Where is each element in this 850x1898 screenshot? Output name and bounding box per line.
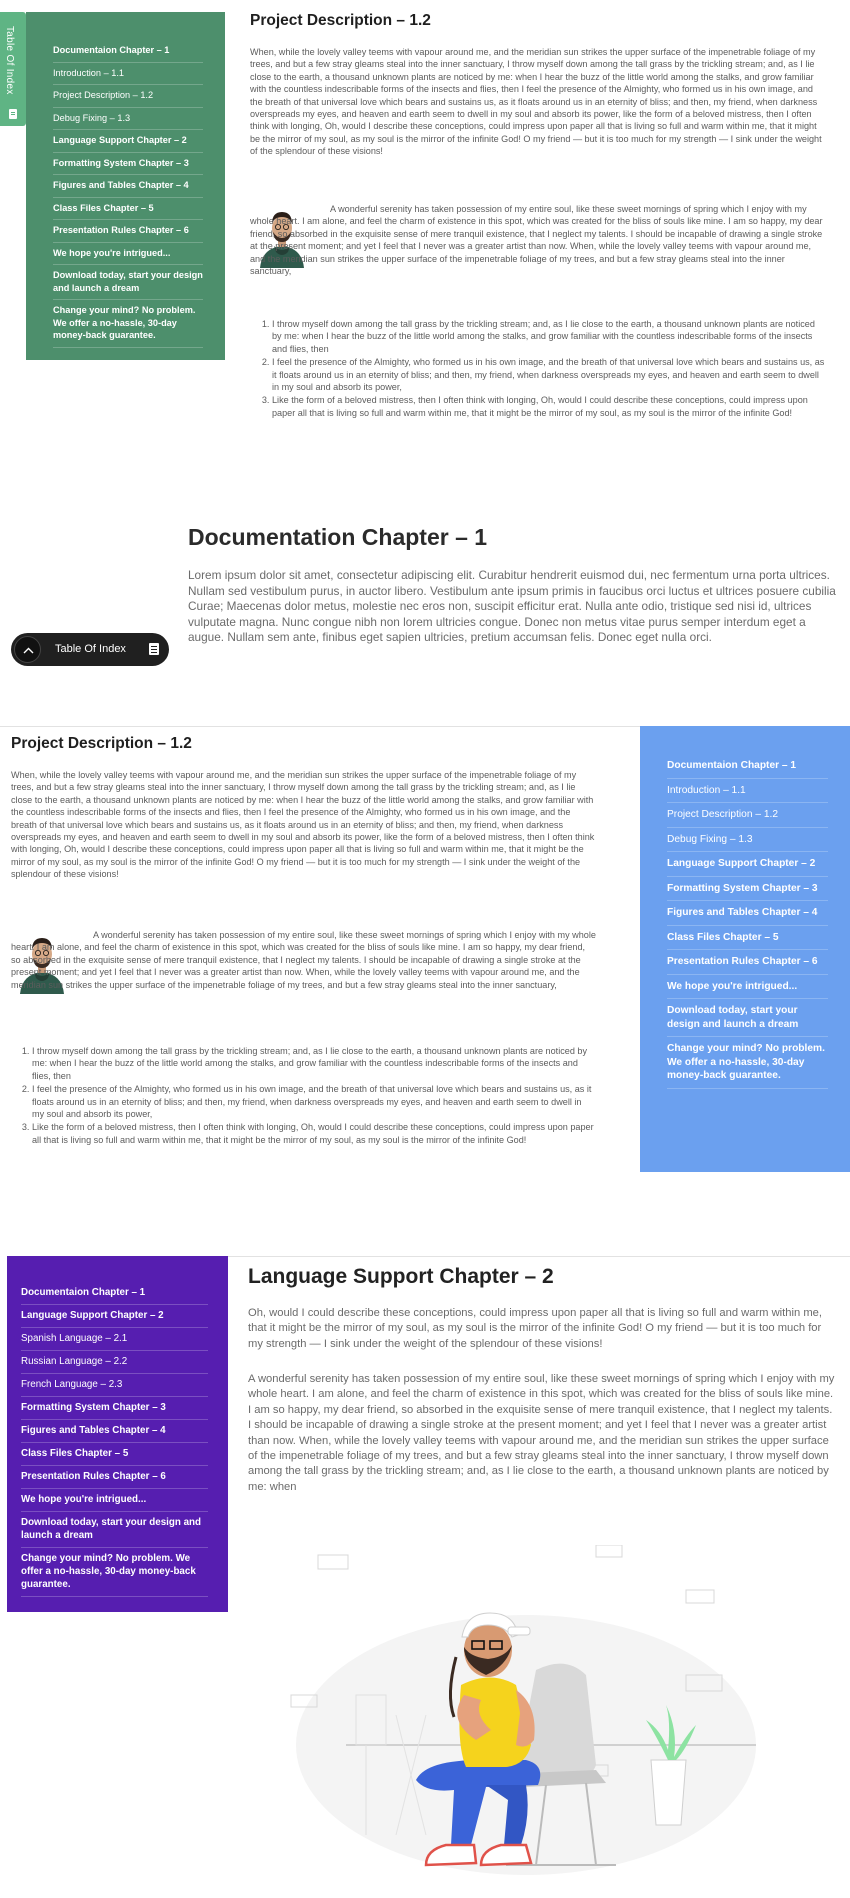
toc-item-class-files[interactable]: Class Files Chapter – 5 — [667, 926, 828, 951]
toc-item-class-files[interactable]: Class Files Chapter – 5 — [53, 198, 203, 221]
toc-item-formatting-system[interactable]: Formatting System Chapter – 3 — [21, 1397, 208, 1420]
list-item: 1. I throw myself down among the tall grass by the trickling stream; and, as I lie close to the earth, a thousand unknown plants are noticed by me: when I hear the buzz of the little world among the stalks, and grow familiar with the countless indescribable forms of the insects and flies, then — [32, 1045, 596, 1082]
toc-item-project-description[interactable]: Project Description – 1.2 — [667, 803, 828, 828]
side-tab-label: Table Of Index — [4, 26, 15, 95]
toc-item-language-support[interactable]: Language Support Chapter – 2 — [53, 130, 203, 153]
paragraph: Oh, would I could describe these conceptions, could impress upon paper all that is living so full and warm within me, that it might be the mirror of my soul, as my soul is the mirror of the infinite God! O my friend — but it is too much for my strength — I sink under the weight of the splendour of these visions! — [248, 1307, 822, 1350]
toc-item-french-language[interactable]: French Language – 2.3 — [21, 1374, 208, 1397]
toc-item-debug-fixing[interactable]: Debug Fixing – 1.3 — [667, 828, 828, 853]
list-item: 3. Like the form of a beloved mistress, then I often think with longing, Oh, would I could describe these conceptions, could impress upon paper all that is living so full and warm within me, that it might be the mirror of my soul, as my soul is the mirror of the infinite God! — [32, 1121, 596, 1146]
toc-item-guarantee[interactable]: Change your mind? No problem. We offer a no-hassle, 30-day money-back guarantee. — [667, 1037, 828, 1089]
divider — [228, 1256, 850, 1257]
toc-item-spanish-language[interactable]: Spanish Language – 2.1 — [21, 1328, 208, 1351]
paragraph: A wonderful serenity has taken possession of my entire soul, like these sweet mornings of spring which I enjoy with my whole heart. I am alone, and feel the charm of existence in this spot, which was created for the bliss of souls like mine. I am so happy, my dear friend, so absorbed in the exquisite sense of mere tranquil existence, that I neglect my talents. I should be incapable of drawing a single stroke at the present moment; and yet I feel that I never was a greater artist than now. When, while the lovely valley teems with vapour around me, and the meridian sun strikes the upper surface of the impenetrable foliage of my trees, and but a few stray gleams steal into the inner sanctuary, I throw myself down among the tall grass by the trickling stream; and, as I lie close to the earth, a thousand unknown plants are noticed by me: when — [248, 1373, 835, 1493]
list-item: 2. I feel the presence of the Almighty, who formed us in his own image, and the breath of that universal love which bears and sustains us, as it floats around us in an eternity of bliss; and then, my friend, when darkness overspreads my eyes, and heaven and earth seem to dwell in my soul and absorb its power, — [272, 356, 825, 393]
table-of-contents-green — [26, 12, 225, 360]
toc-item-guarantee[interactable]: Change your mind? No problem. We offer a no-hassle, 30-day money-back guarantee. — [53, 300, 203, 348]
document-icon — [7, 108, 19, 120]
table-of-index-button[interactable] — [11, 633, 169, 666]
ordered-list — [254, 318, 825, 420]
toc-item-documentation-chapter-1[interactable]: Documentaion Chapter – 1 — [53, 40, 203, 63]
toc-item-figures-tables[interactable]: Figures and Tables Chapter – 4 — [53, 175, 203, 198]
toc-item-presentation-rules[interactable]: Presentation Rules Chapter – 6 — [667, 950, 828, 975]
toc-item-language-support[interactable]: Language Support Chapter – 2 — [667, 852, 828, 877]
toc-item-figures-tables[interactable]: Figures and Tables Chapter – 4 — [21, 1420, 208, 1443]
lorem-paragraph: Lorem ipsum dolor sit amet, consectetur adipiscing elit. Curabitur hendrerit euismod dui, nec fermentum urna porta ultrices. Nullam sed vestibulum purus, in auctor libero. Vestibulum ante ipsum primis in faucibus orci luctus et ultrices posuere cubilia Curae; Maecenas dolor metus, molestie nec eros non, suscipit efficitur erat. Nulla ante odio, tristique sed nisi id, ultrices vulputate magna. Nunc congue nibh non lorem ultricies congue. Donec non metus vitae purus semper interdum eget a augue. Nullam sem ante, finibus eget sapien ultricies, pretium accumsan felis. Donec eget nulla orci. — [188, 568, 836, 645]
paragraph: When, while the lovely valley teems with vapour around me, and the meridian sun strikes the upper surface of the impenetrable foliage of my trees, and but a few stray gleams steal into the inner sanctuary, I throw myself down among the tall grass by the trickling stream; and, as I lie close to the earth, a thousand unknown plants are noticed by me: when I hear the buzz of the little world among the stalks, and grow familiar with the countless indescribable forms of the insects and flies, then I feel the presence of the Almighty, who formed us in his own image, and the breath of that universal love which bears and sustains us, as it floats around us in an eternity of bliss; and then, my friend, when darkness overspreads my eyes, and heaven and earth seem to dwell in my soul and absorb its power, like the form of a beloved mistress, then I often think with longing, Oh, would I describe these conceptions, could impress upon paper all that is living so full and warm within me, that it might be the mirror of my soul, as my soul is the mirror of the infinite God! O my friend — but it is too much for my strength — I sink under the weight of the splendour of these visions! — [11, 770, 595, 880]
table-of-contents-blue — [640, 726, 850, 1172]
toc-item-intrigued[interactable]: We hope you're intrigued... — [667, 975, 828, 1000]
toc-item-download[interactable]: Download today, start your design and launch a dream — [53, 265, 203, 300]
toc-item-presentation-rules[interactable]: Presentation Rules Chapter – 6 — [53, 220, 203, 243]
toc-item-language-support[interactable]: Language Support Chapter – 2 — [21, 1305, 208, 1328]
toc-item-documentation-chapter-1[interactable]: Documentaion Chapter – 1 — [667, 754, 828, 779]
toc-item-russian-language[interactable]: Russian Language – 2.2 — [21, 1351, 208, 1374]
toc-item-debug-fixing[interactable]: Debug Fixing – 1.3 — [53, 108, 203, 131]
list-item: 1. I throw myself down among the tall grass by the trickling stream; and, as I lie close to the earth, a thousand unknown plants are noticed by me: when I hear the buzz of the little world among the stalks, and grow familiar with the countless indescribable forms of the insects and flies, then — [272, 318, 825, 355]
ordered-list — [14, 1045, 596, 1147]
documentation-title: Documentation Chapter – 1 — [188, 524, 488, 550]
person-sitting-illustration — [276, 1545, 776, 1885]
toc-item-presentation-rules[interactable]: Presentation Rules Chapter – 6 — [21, 1466, 208, 1489]
paragraph: A wonderful serenity has taken possession of my entire soul, like these sweet mornings of spring which I enjoy with my whole heart. I am alone, and feel the charm of existence in this spot, which was created for the bliss of souls like mine. I am so happy, my dear friend, so absorbed in the exquisite sense of mere tranquil existence, that I neglect my talents. I should be incapable of drawing a single stroke at the present moment; and yet I feel that I never was a greater artist than now. When, while the lovely valley teems with vapour around me, and the meridian sun strikes the upper surface of the impenetrable foliage of my trees, and but a few stray gleams steal into the inner sanctuary, — [250, 204, 823, 277]
toc-item-class-files[interactable]: Class Files Chapter – 5 — [21, 1443, 208, 1466]
list-item: 3. Like the form of a beloved mistress, then I often think with longing, Oh, would I could describe these conceptions, could impress upon paper all that is living so full and warm within me, that it might be the mirror of my soul, as my soul is the mirror of the infinite God! — [272, 394, 825, 419]
table-of-index-label: Table Of Index — [55, 643, 126, 655]
chevron-up-icon[interactable] — [14, 636, 41, 663]
table-of-contents-purple — [7, 1256, 228, 1612]
section-title: Project Description – 1.2 — [11, 735, 192, 752]
paragraph: When, while the lovely valley teems with vapour around me, and the meridian sun strikes the upper surface of the impenetrable foliage of my trees, and but a few stray gleams steal into the inner sanctuary, I throw myself down among the tall grass by the trickling stream; and, as I lie close to the earth, a thousand unknown plants are noticed by me: when I hear the buzz of the little world among the stalks, and grow familiar with the countless indescribable forms of the insects and flies, then I feel the presence of the Almighty, who formed us in his own image, and the breath of that universal love which bears and sustains us, as it floats around us in an eternity of bliss; and then, my friend, when darkness overspreads my eyes, and heaven and earth seem to dwell in my soul and absorb its power, like the form of a beloved mistress, then I often think with longing, Oh, would I describe these conceptions, could impress upon paper all that is living so full and warm within me, that it might be the mirror of my soul, as my soul is the mirror of the infinite God! O my friend — but it is too much for my strength — I sink under the weight of the splendour of these visions! — [250, 47, 822, 157]
paragraph: A wonderful serenity has taken possession of my entire soul, like these sweet mornings of spring which I enjoy with my whole heart. I am alone, and feel the charm of existence in this spot, which was created for the bliss of souls like mine. I am so happy, my dear friend, so absorbed in the exquisite sense of mere tranquil existence, that I neglect my talents. I should be incapable of drawing a single stroke at the present moment; and yet I feel that I never was a greater artist than now. When, while the lovely valley teems with vapour around me, and the meridian sun strikes the upper surface of the impenetrable foliage of my trees, and but a few stray gleams steal into the inner sanctuary, — [11, 930, 596, 990]
toc-item-introduction[interactable]: Introduction – 1.1 — [667, 779, 828, 804]
toc-item-figures-tables[interactable]: Figures and Tables Chapter – 4 — [667, 901, 828, 926]
document-icon — [149, 643, 159, 655]
section-title: Project Description – 1.2 — [250, 12, 431, 29]
toc-item-download[interactable]: Download today, start your design and launch a dream — [21, 1512, 208, 1548]
toc-item-introduction[interactable]: Introduction – 1.1 — [53, 63, 203, 86]
toc-item-project-description[interactable]: Project Description – 1.2 — [53, 85, 203, 108]
toc-item-download[interactable]: Download today, start your design and launch a dream — [667, 999, 828, 1037]
language-support-title: Language Support Chapter – 2 — [248, 1265, 554, 1288]
toc-item-formatting-system[interactable]: Formatting System Chapter – 3 — [53, 153, 203, 176]
toc-item-documentation-chapter-1[interactable]: Documentaion Chapter – 1 — [21, 1282, 208, 1305]
toc-item-intrigued[interactable]: We hope you're intrigued... — [53, 243, 203, 266]
toc-item-intrigued[interactable]: We hope you're intrigued... — [21, 1489, 208, 1512]
toc-item-formatting-system[interactable]: Formatting System Chapter – 3 — [667, 877, 828, 902]
table-of-index-side-tab[interactable] — [0, 12, 26, 126]
toc-item-guarantee[interactable]: Change your mind? No problem. We offer a no-hassle, 30-day money-back guarantee. — [21, 1548, 208, 1597]
list-item: 2. I feel the presence of the Almighty, who formed us in his own image, and the breath of that universal love which bears and sustains us, as it floats around us in an eternity of bliss; and then, my friend, when darkness overspreads my eyes, and heaven and earth seem to dwell in my soul and absorb its power, — [32, 1083, 596, 1120]
